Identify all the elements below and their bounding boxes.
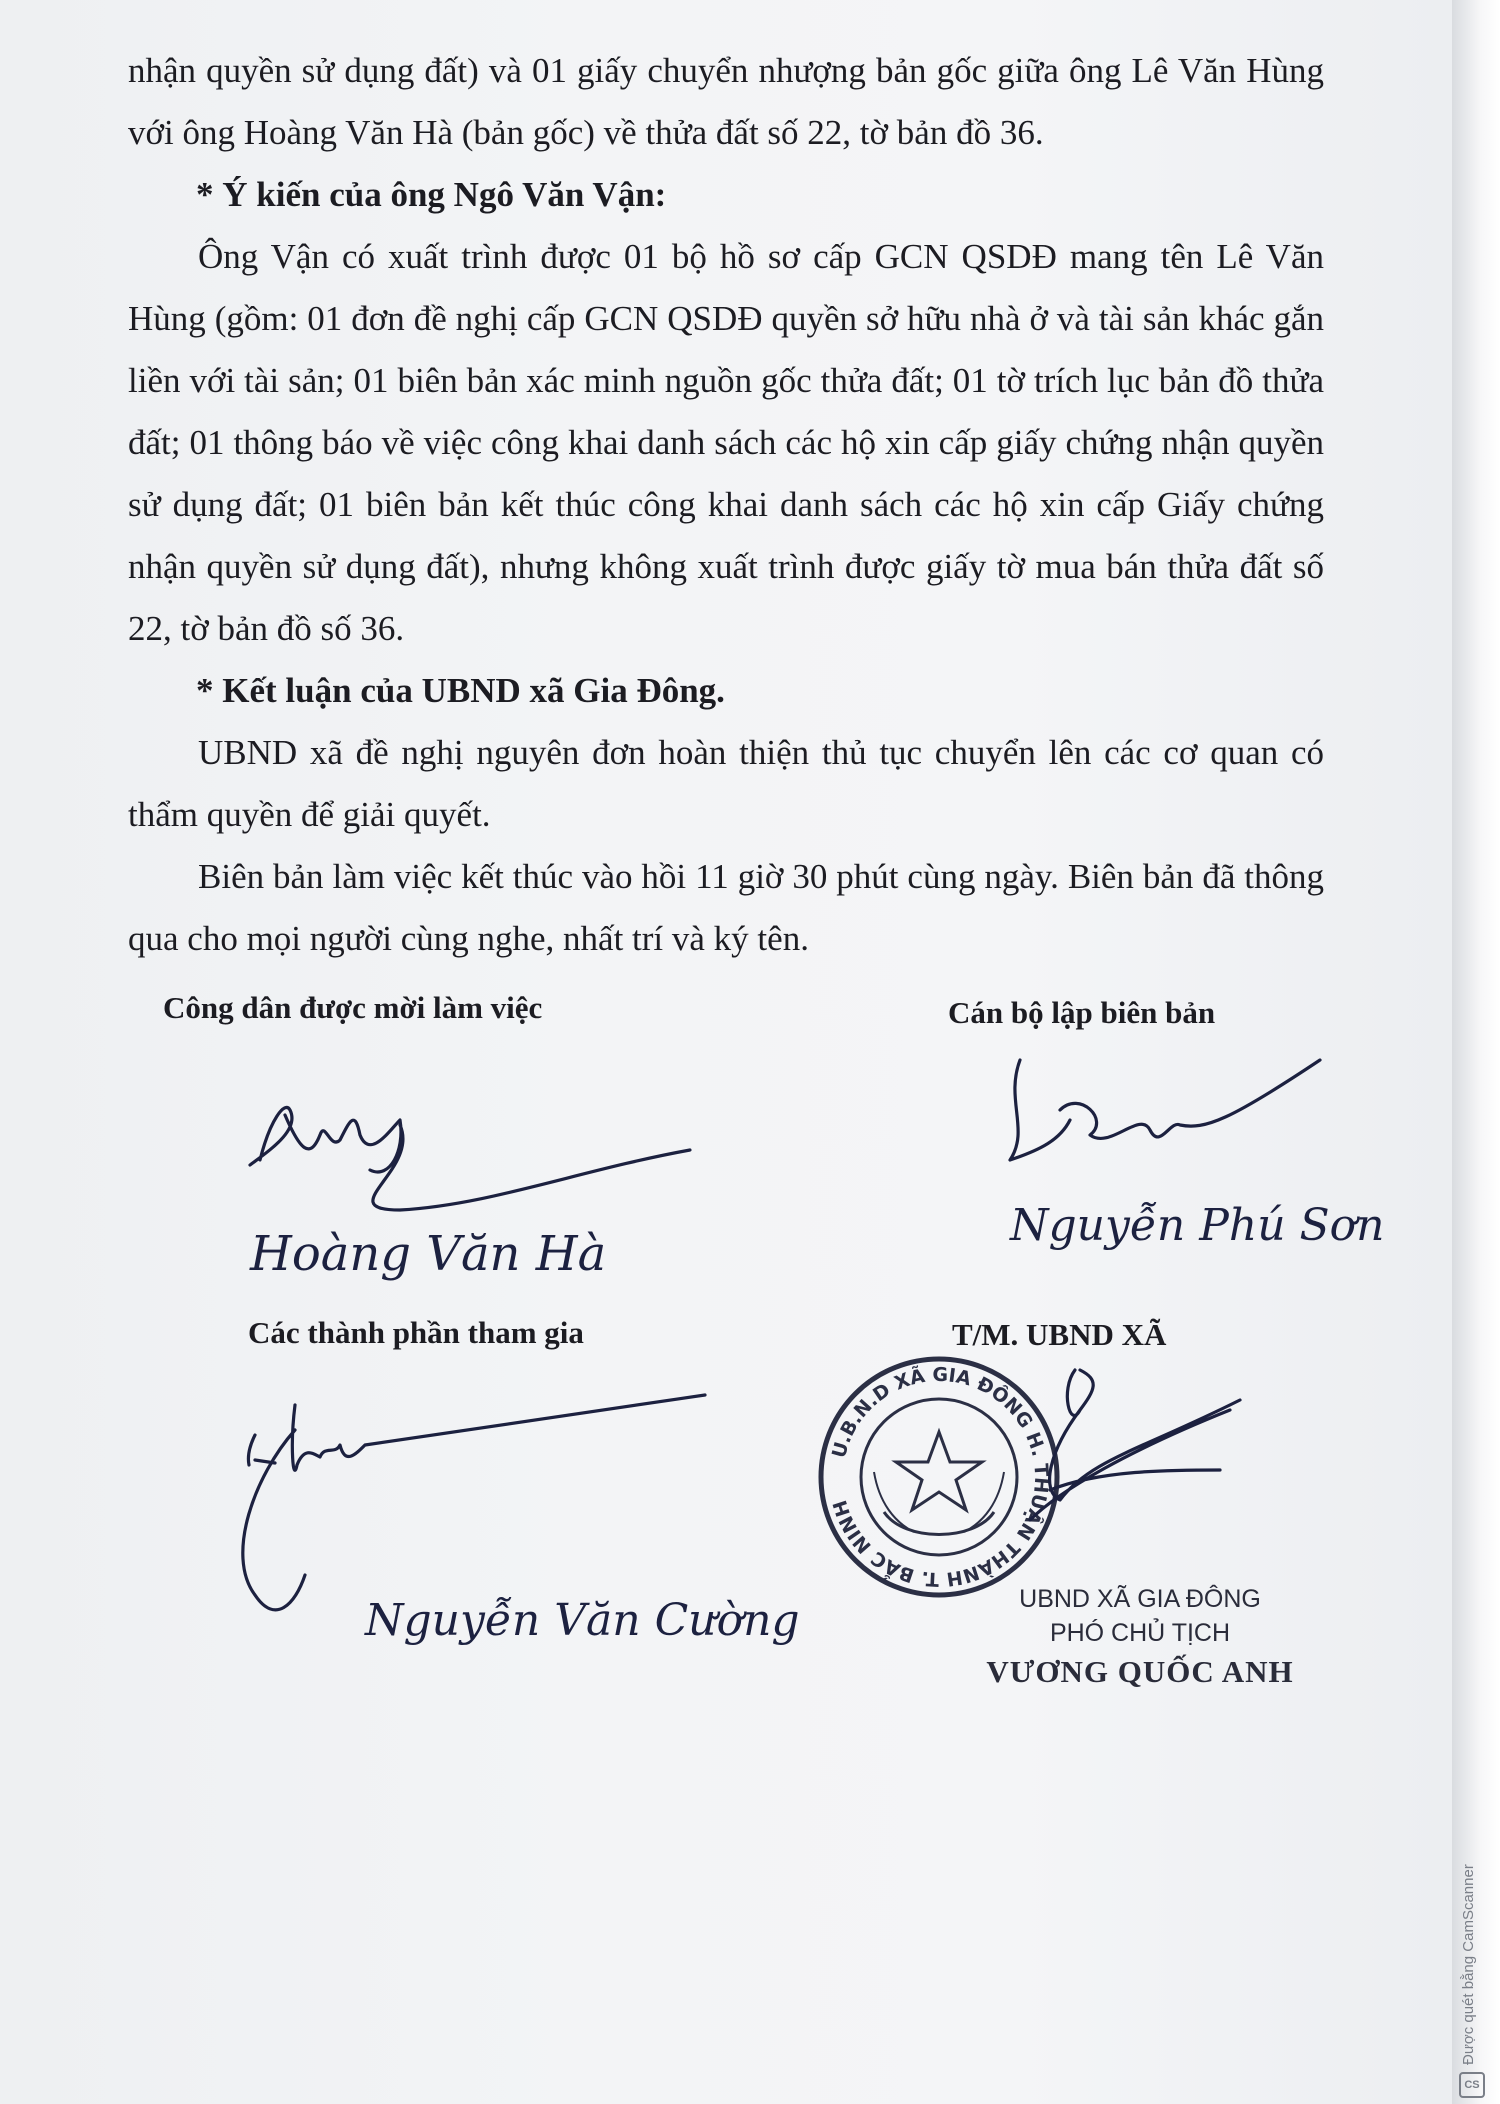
citizen-signature bbox=[230, 1040, 710, 1290]
committee-org: UBND XÃ GIA ĐÔNG bbox=[1019, 1585, 1261, 1613]
officer-handwritten-name: Nguyễn Phú Sơn bbox=[1010, 1200, 1385, 1251]
conclusion-paragraph: UBND xã đề nghị nguyên đơn hoàn thiện thủ tục chuyển lên các cơ quan có thẩm quyền để giải quyết. bbox=[128, 733, 1324, 834]
opinion-heading: * Ý kiến của ông Ngô Văn Vận: bbox=[196, 175, 667, 214]
officer-signature-title: Cán bộ lập biên bản bbox=[948, 995, 1216, 1030]
camscanner-watermark: Được quét bằng CamScanner bbox=[1460, 1864, 1477, 2065]
committee-signature-title: T/M. UBND XÃ bbox=[952, 1317, 1167, 1352]
camscanner-icon: CS bbox=[1459, 2072, 1485, 2098]
continued-paragraph: nhận quyền sử dụng đất) và 01 giấy chuyển nhượng bản gốc giữa ông Lê Văn Hùng với ông Hoàng Văn Hà (bản gốc) về thửa đất số 22, tờ bản đồ 36. bbox=[128, 51, 1324, 152]
committee-position: PHÓ CHỦ TỊCH bbox=[1049, 1619, 1231, 1647]
officer-signature bbox=[990, 1040, 1385, 1290]
participant-signature bbox=[235, 1385, 800, 1675]
conclusion-heading: * Kết luận của UBND xã Gia Đông. bbox=[196, 671, 725, 710]
participant-handwritten-name: Nguyễn Văn Cường bbox=[365, 1595, 800, 1646]
participants-signature-title: Các thành phần tham gia bbox=[248, 1315, 584, 1350]
seal-text: U.B.N.D XÃ GIA ĐÔNG H. THUẬN THÀNH T. BẮC NINH bbox=[827, 1363, 1053, 1591]
document-body bbox=[128, 40, 1324, 970]
committee-signature bbox=[1020, 1350, 1360, 1570]
committee-person: VƯƠNG QUỐC ANH bbox=[986, 1654, 1294, 1689]
citizen-signature-title: Công dân được mời làm việc bbox=[163, 990, 543, 1025]
citizen-handwritten-name: Hoàng Văn Hà bbox=[250, 1226, 607, 1282]
page-edge bbox=[1452, 0, 1500, 2104]
closing-paragraph: Biên bản làm việc kết thúc vào hồi 11 giờ 30 phút cùng ngày. Biên bản đã thông qua cho mọi người cùng nghe, nhất trí và ký tên. bbox=[128, 857, 1324, 958]
opinion-paragraph: Ông Vận có xuất trình được 01 bộ hồ sơ cấp GCN QSDĐ mang tên Lê Văn Hùng (gồm: 01 đơn đề nghị cấp GCN QSDĐ quyền sở hữu nhà ở và tài sản khác gắn liền với tài sản; 01 biên bản xác minh nguồn gốc thửa đất; 01 tờ trích lục bản đồ thửa đất; 01 thông báo về việc công khai danh sách các hộ xin cấp giấy chứng nhận quyền sử dụng đất; 01 biên bản kết thúc công khai danh sách các hộ xin cấp Giấy chứng nhận quyền sử dụng đất), nhưng không xuất trình được giấy tờ mua bán thửa đất số 22, tờ bản đồ số 36. bbox=[128, 237, 1324, 648]
